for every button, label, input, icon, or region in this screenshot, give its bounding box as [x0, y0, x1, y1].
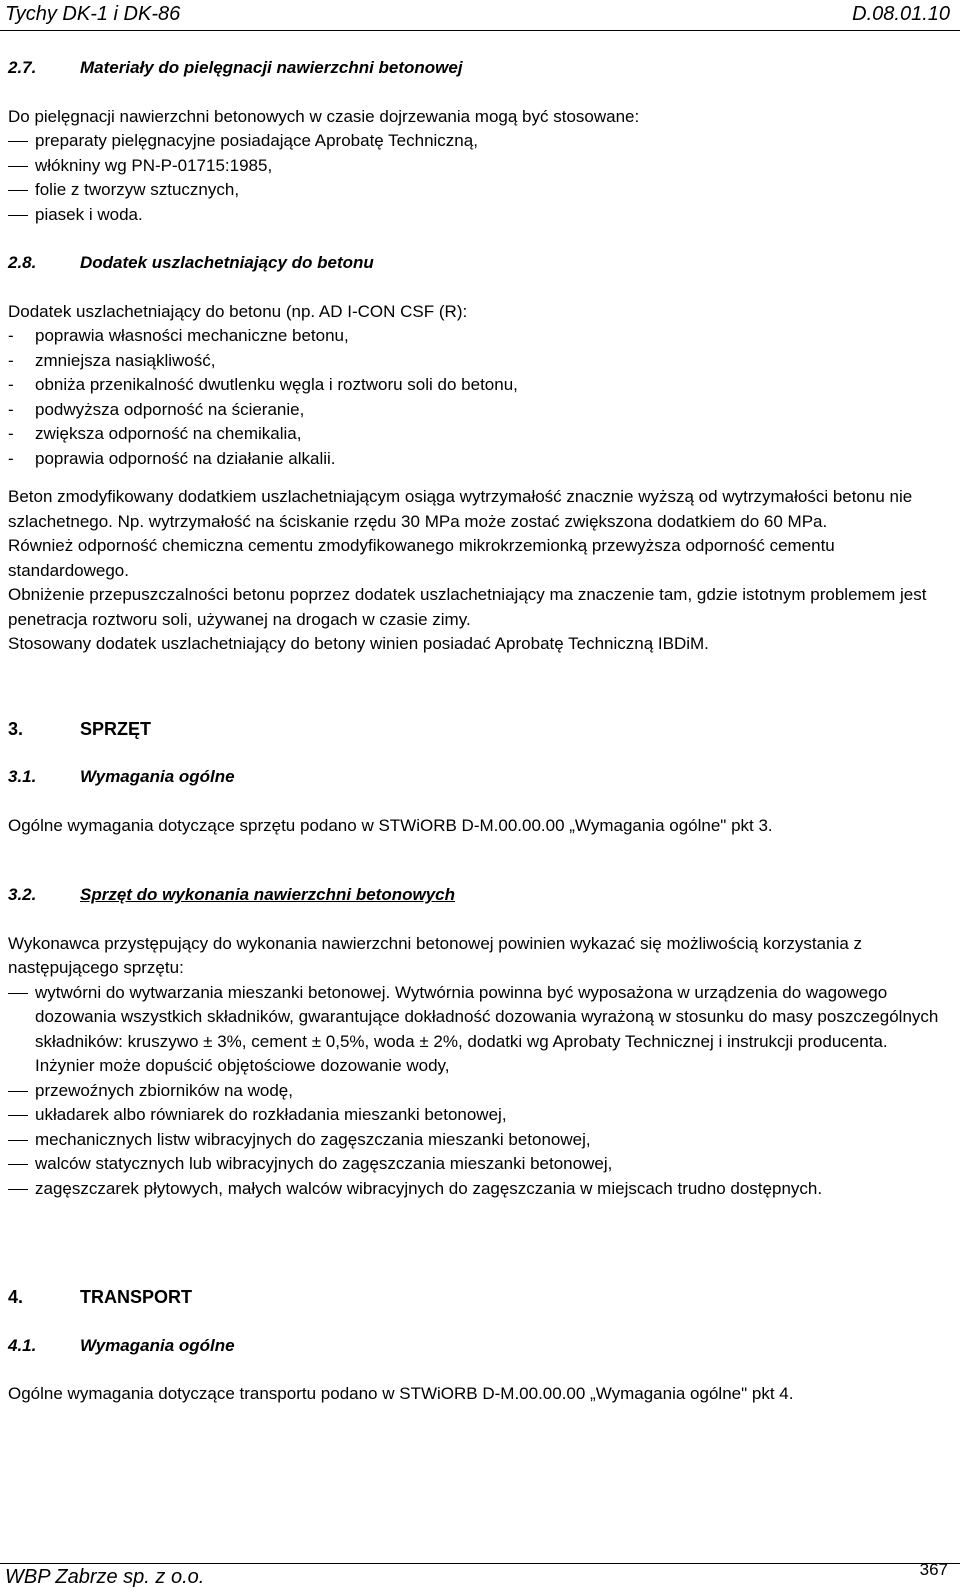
- page-number: 367: [919, 1560, 948, 1579]
- heading-3-1: [8, 765, 943, 790]
- header-code: D.08.01.10: [852, 3, 950, 25]
- list-item: - poprawia odporność na działanie alkalii.: [8, 447, 943, 472]
- list-item: zagęszczarek płytowych, małych walców wibracyjnych do zagęszczania w miejscach trudno dostępnych.: [8, 1177, 943, 1202]
- heading-title: Dodatek uszlachetniający do betonu: [80, 253, 374, 272]
- heading-2-8: [8, 251, 943, 276]
- list-item: układarek albo równiarek do rozkładania mieszanki betonowej,: [8, 1103, 943, 1128]
- list-item: mechanicznych listw wibracyjnych do zagęszczania mieszanki betonowej,: [8, 1128, 943, 1153]
- list-item: folie z tworzyw sztucznych,: [8, 178, 943, 203]
- paragraph: Ogólne wymagania dotyczące sprzętu podano w STWiORB D-M.00.00.00 „Wymagania ogólne" pkt 3.: [8, 815, 773, 835]
- heading-title: Sprzęt do wykonania nawierzchni betonowych: [80, 885, 456, 904]
- materials-list: [8, 129, 943, 227]
- list-item: wytwórni do wytwarzania mieszanki betonowej. Wytwórnia powinna być wyposażona w urządzenia do wagowego dozowania wszystkich składników, gwarantujące dokładność dozowania wyrażoną w stosunku do masy poszczególnych składników: kruszywo ± 3%, cement ± 0,5%, woda ± 2%, dodatki wg Aprobaty Technicznej i instrukcji producenta. Inżynier może dopuścić objętościowe dozowanie wody,: [8, 981, 943, 1079]
- heading-title: TRANSPORT: [80, 1287, 192, 1307]
- heading-number: 4.1.: [8, 1335, 37, 1355]
- heading-number: 2.7.: [8, 58, 37, 77]
- heading-2-7: [8, 56, 943, 81]
- heading-title: Materiały do pielęgnacji nawierzchni betonowej: [80, 58, 463, 77]
- heading-number: 2.8.: [8, 253, 37, 272]
- heading-4-1: [8, 1334, 943, 1359]
- heading-4: [8, 1285, 943, 1310]
- heading-title: Wymagania ogólne: [80, 767, 235, 786]
- list-item: - zwiększa odporność na chemikalia,: [8, 422, 943, 447]
- paragraph: Stosowany dodatek uszlachetniający do betony winien posiadać Aprobatę Techniczną IBDiM.: [8, 634, 709, 653]
- list-item: przewoźnych zbiorników na wodę,: [8, 1079, 943, 1104]
- page-header: [0, 0, 960, 31]
- heading-number: 4.: [8, 1287, 24, 1307]
- footer-company: WBP Zabrze sp. z o.o.: [5, 1566, 205, 1588]
- paragraph: Również odporność chemiczna cementu zmodyfikowanego mikrokrzemionką przewyższa odporność cementu standardowego.: [8, 536, 835, 580]
- additive-properties-list: [8, 324, 943, 471]
- list-item: walców statycznych lub wibracyjnych do zagęszczania mieszanki betonowej,: [8, 1152, 943, 1177]
- list-item: piasek i woda.: [8, 203, 943, 228]
- list-item: - podwyższa odporność na ścieranie,: [8, 398, 943, 423]
- heading-title: SPRZĘT: [80, 718, 152, 739]
- paragraph: Do pielęgnacji nawierzchni betonowych w czasie dojrzewania mogą być stosowane:: [8, 106, 640, 126]
- paragraph: Wykonawca przystępujący do wykonania nawierzchni betonowej powinien wykazać się możliwością korzystania z następującego sprzętu:: [8, 933, 863, 977]
- heading-number: 3.1.: [8, 767, 37, 786]
- paragraph: Dodatek uszlachetniający do betonu (np. AD I-CON CSF (R):: [8, 301, 468, 321]
- heading-3: [8, 717, 943, 742]
- list-item: - obniża przenikalność dwutlenku węgla i roztworu soli do betonu,: [8, 373, 943, 398]
- heading-number: 3.: [8, 718, 24, 739]
- heading-3-2: [8, 883, 943, 908]
- heading-number: 3.2.: [8, 885, 37, 904]
- paragraph: Ogólne wymagania dotyczące transportu podano w STWiORB D-M.00.00.00 „Wymagania ogólne" pkt 4.: [8, 1384, 794, 1403]
- list-item: preparaty pielęgnacyjne posiadające Aprobatę Techniczną,: [8, 129, 943, 154]
- equipment-list: [8, 981, 943, 1202]
- header-title: Tychy DK-1 i DK-86: [5, 3, 181, 25]
- paragraph: Beton zmodyfikowany dodatkiem uszlachetniającym osiąga wytrzymałość znacznie wyższą od wytrzymałości betonu nie szlachetnego. Np. wytrzymałość na ściskanie rzędu 30 MPa może zostać zwiększona dodatkiem do 60 MPa.: [8, 487, 913, 531]
- list-item: - zmniejsza nasiąkliwość,: [8, 349, 943, 374]
- paragraph: Obniżenie przepuszczalności betonu poprzez dodatek uszlachetniający ma znaczenie tam, gdzie istotnym problemem jest penetracja roztworu soli, używanej na drogach w czasie zimy.: [8, 585, 927, 629]
- page-footer: [0, 1560, 960, 1592]
- document-body: [8, 56, 943, 1407]
- heading-title: Wymagania ogólne: [80, 1335, 235, 1355]
- list-item: włókniny wg PN-P-01715:1985,: [8, 154, 943, 179]
- list-item: - poprawia własności mechaniczne betonu,: [8, 324, 943, 349]
